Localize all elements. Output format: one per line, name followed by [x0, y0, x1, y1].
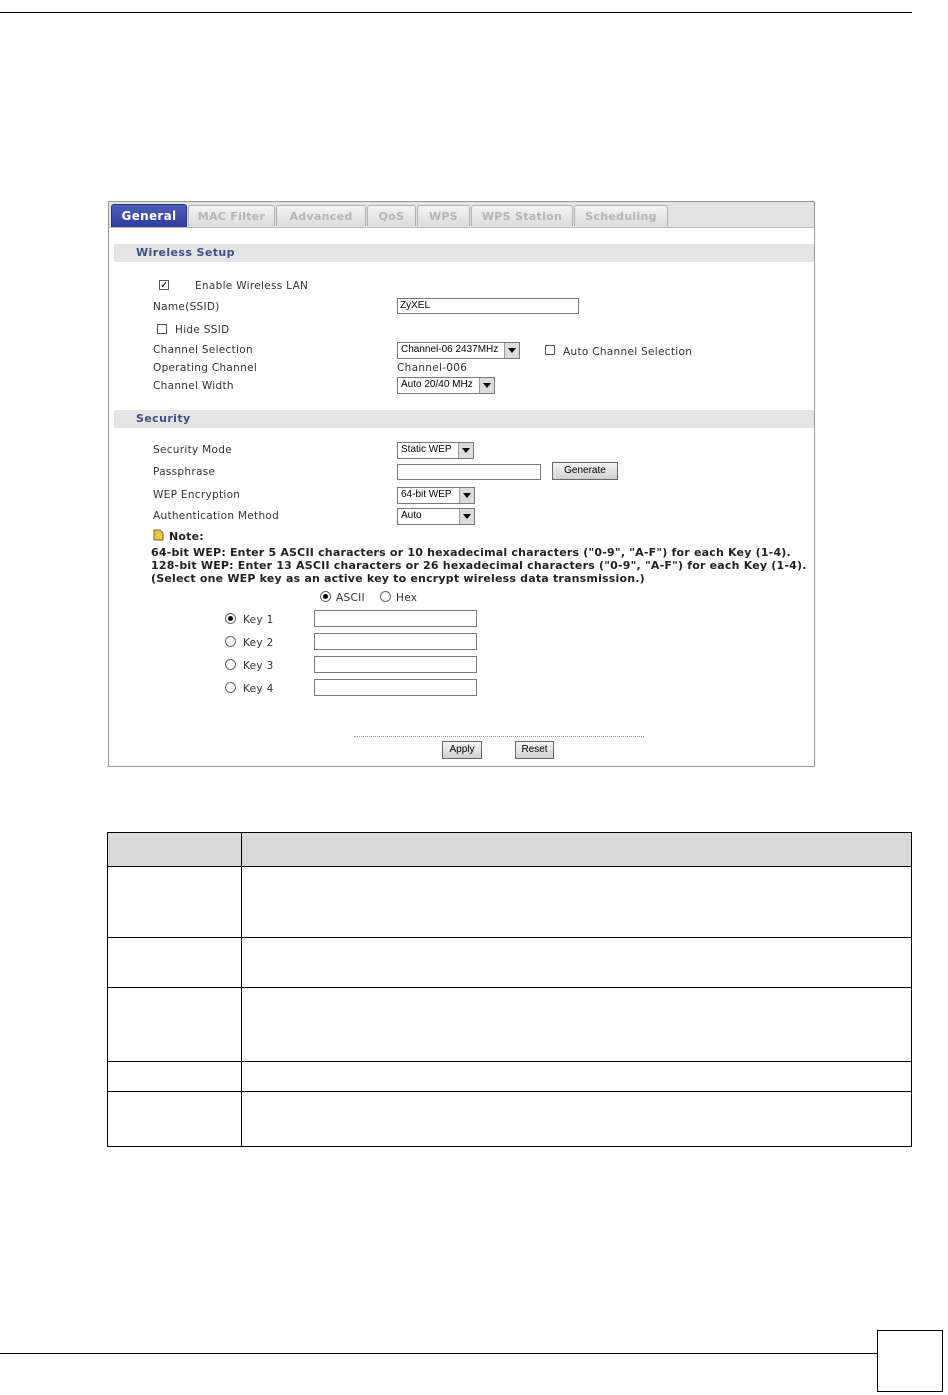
enable-wireless-checkbox[interactable]: ✓: [160, 280, 169, 291]
table-cell: [108, 1092, 242, 1147]
ascii-radio[interactable]: [320, 591, 331, 602]
table-row: [108, 1062, 912, 1092]
note-icon: [153, 529, 164, 541]
chevron-down-icon: [479, 378, 494, 393]
chevron-down-icon: [458, 443, 473, 458]
table-cell: [242, 867, 912, 938]
generate-button[interactable]: Generate: [552, 462, 618, 480]
key4-label: Key 4: [243, 683, 274, 695]
key2-input[interactable]: [314, 633, 477, 650]
apply-button[interactable]: Apply: [442, 741, 482, 759]
tab-mac-filter[interactable]: MAC Filter: [188, 205, 275, 226]
operating-channel-value: Channel-006: [397, 362, 468, 374]
table-cell: [242, 988, 912, 1062]
chevron-down-icon: [459, 488, 474, 503]
key4-radio[interactable]: [225, 682, 236, 693]
bottom-rule: [0, 1353, 877, 1354]
security-header: Security: [114, 410, 814, 428]
reset-button[interactable]: Reset: [515, 741, 554, 759]
table-row: [108, 988, 912, 1062]
note-line-3: (Select one WEP key as an active key to encrypt wireless data transmission.): [151, 572, 645, 585]
auto-channel-checkbox[interactable]: [545, 345, 555, 355]
hex-radio[interactable]: [380, 591, 391, 602]
tab-bar: [109, 202, 814, 228]
security-mode-select[interactable]: [397, 442, 474, 459]
key2-label: Key 2: [243, 637, 274, 649]
passphrase-input[interactable]: [397, 464, 541, 480]
table-header-cell: [108, 833, 242, 867]
wep-encryption-label: WEP Encryption: [153, 489, 241, 501]
key2-radio[interactable]: [225, 636, 236, 647]
channel-width-select[interactable]: [397, 377, 495, 394]
tab-advanced[interactable]: Advanced: [276, 205, 366, 226]
table-row: [108, 1092, 912, 1147]
key4-input[interactable]: [314, 679, 477, 696]
note-line-1: 64-bit WEP: Enter 5 ASCII characters or 10 hexadecimal characters ("0-9", "A-F") for each Key (1-4).: [151, 546, 791, 559]
channel-selection-value: Channel-06 2437MHz: [401, 344, 499, 355]
auth-method-select[interactable]: [397, 508, 475, 525]
page-number-box: [877, 1330, 943, 1392]
hide-ssid-checkbox[interactable]: [157, 324, 167, 334]
table-header-row: [108, 833, 912, 867]
field-description-table: [107, 832, 912, 1147]
hide-ssid-label: Hide SSID: [175, 324, 230, 336]
note-title: Note:: [169, 530, 204, 543]
table-cell: [108, 938, 242, 988]
tab-scheduling[interactable]: Scheduling: [574, 205, 668, 226]
tab-qos[interactable]: QoS: [367, 205, 416, 226]
ssid-input[interactable]: ZyXEL: [397, 298, 579, 314]
auth-method-value: Auto: [401, 510, 422, 521]
wep-encryption-select[interactable]: [397, 487, 475, 504]
table-row: [108, 938, 912, 988]
channel-width-value: Auto 20/40 MHz: [401, 379, 473, 390]
table-cell: [242, 1092, 912, 1147]
passphrase-label: Passphrase: [153, 466, 216, 478]
top-rule: [0, 12, 912, 13]
table-cell: [108, 1062, 242, 1092]
hex-label: Hex: [396, 592, 418, 604]
tab-wps-station[interactable]: WPS Station: [471, 205, 573, 226]
chevron-down-icon: [459, 509, 474, 524]
wireless-setup-header: Wireless Setup: [114, 244, 814, 262]
key3-input[interactable]: [314, 656, 477, 673]
table-cell: [242, 938, 912, 988]
operating-channel-label: Operating Channel: [153, 362, 258, 374]
wep-encryption-value: 64-bit WEP: [401, 489, 452, 500]
note-line-2: 128-bit WEP: Enter 13 ASCII characters or 26 hexadecimal characters ("0-9", "A-F") for each Key (1-4).: [151, 559, 807, 572]
table-cell: [242, 1062, 912, 1092]
ssid-label: Name(SSID): [153, 301, 220, 313]
auto-channel-label: Auto Channel Selection: [563, 346, 693, 358]
key3-radio[interactable]: [225, 659, 236, 670]
enable-wireless-label: Enable Wireless LAN: [195, 280, 309, 292]
tab-general[interactable]: General: [111, 204, 187, 227]
chevron-down-icon: [504, 343, 519, 358]
security-mode-label: Security Mode: [153, 444, 232, 456]
channel-width-label: Channel Width: [153, 380, 234, 392]
table-cell: [108, 988, 242, 1062]
table-row: [108, 867, 912, 938]
channel-selection-select[interactable]: [397, 342, 520, 359]
key3-label: Key 3: [243, 660, 274, 672]
channel-selection-label: Channel Selection: [153, 344, 253, 356]
key1-label: Key 1: [243, 614, 274, 626]
tab-wps[interactable]: WPS: [417, 205, 470, 226]
key1-input[interactable]: [314, 610, 477, 627]
wireless-general-screen: [108, 201, 815, 767]
ascii-label: ASCII: [336, 592, 365, 604]
button-divider: [354, 736, 644, 737]
table-cell: [108, 867, 242, 938]
auth-method-label: Authentication Method: [153, 510, 280, 522]
key1-radio[interactable]: [225, 613, 236, 624]
table-header-cell: [242, 833, 912, 867]
security-mode-value: Static WEP: [401, 444, 452, 455]
